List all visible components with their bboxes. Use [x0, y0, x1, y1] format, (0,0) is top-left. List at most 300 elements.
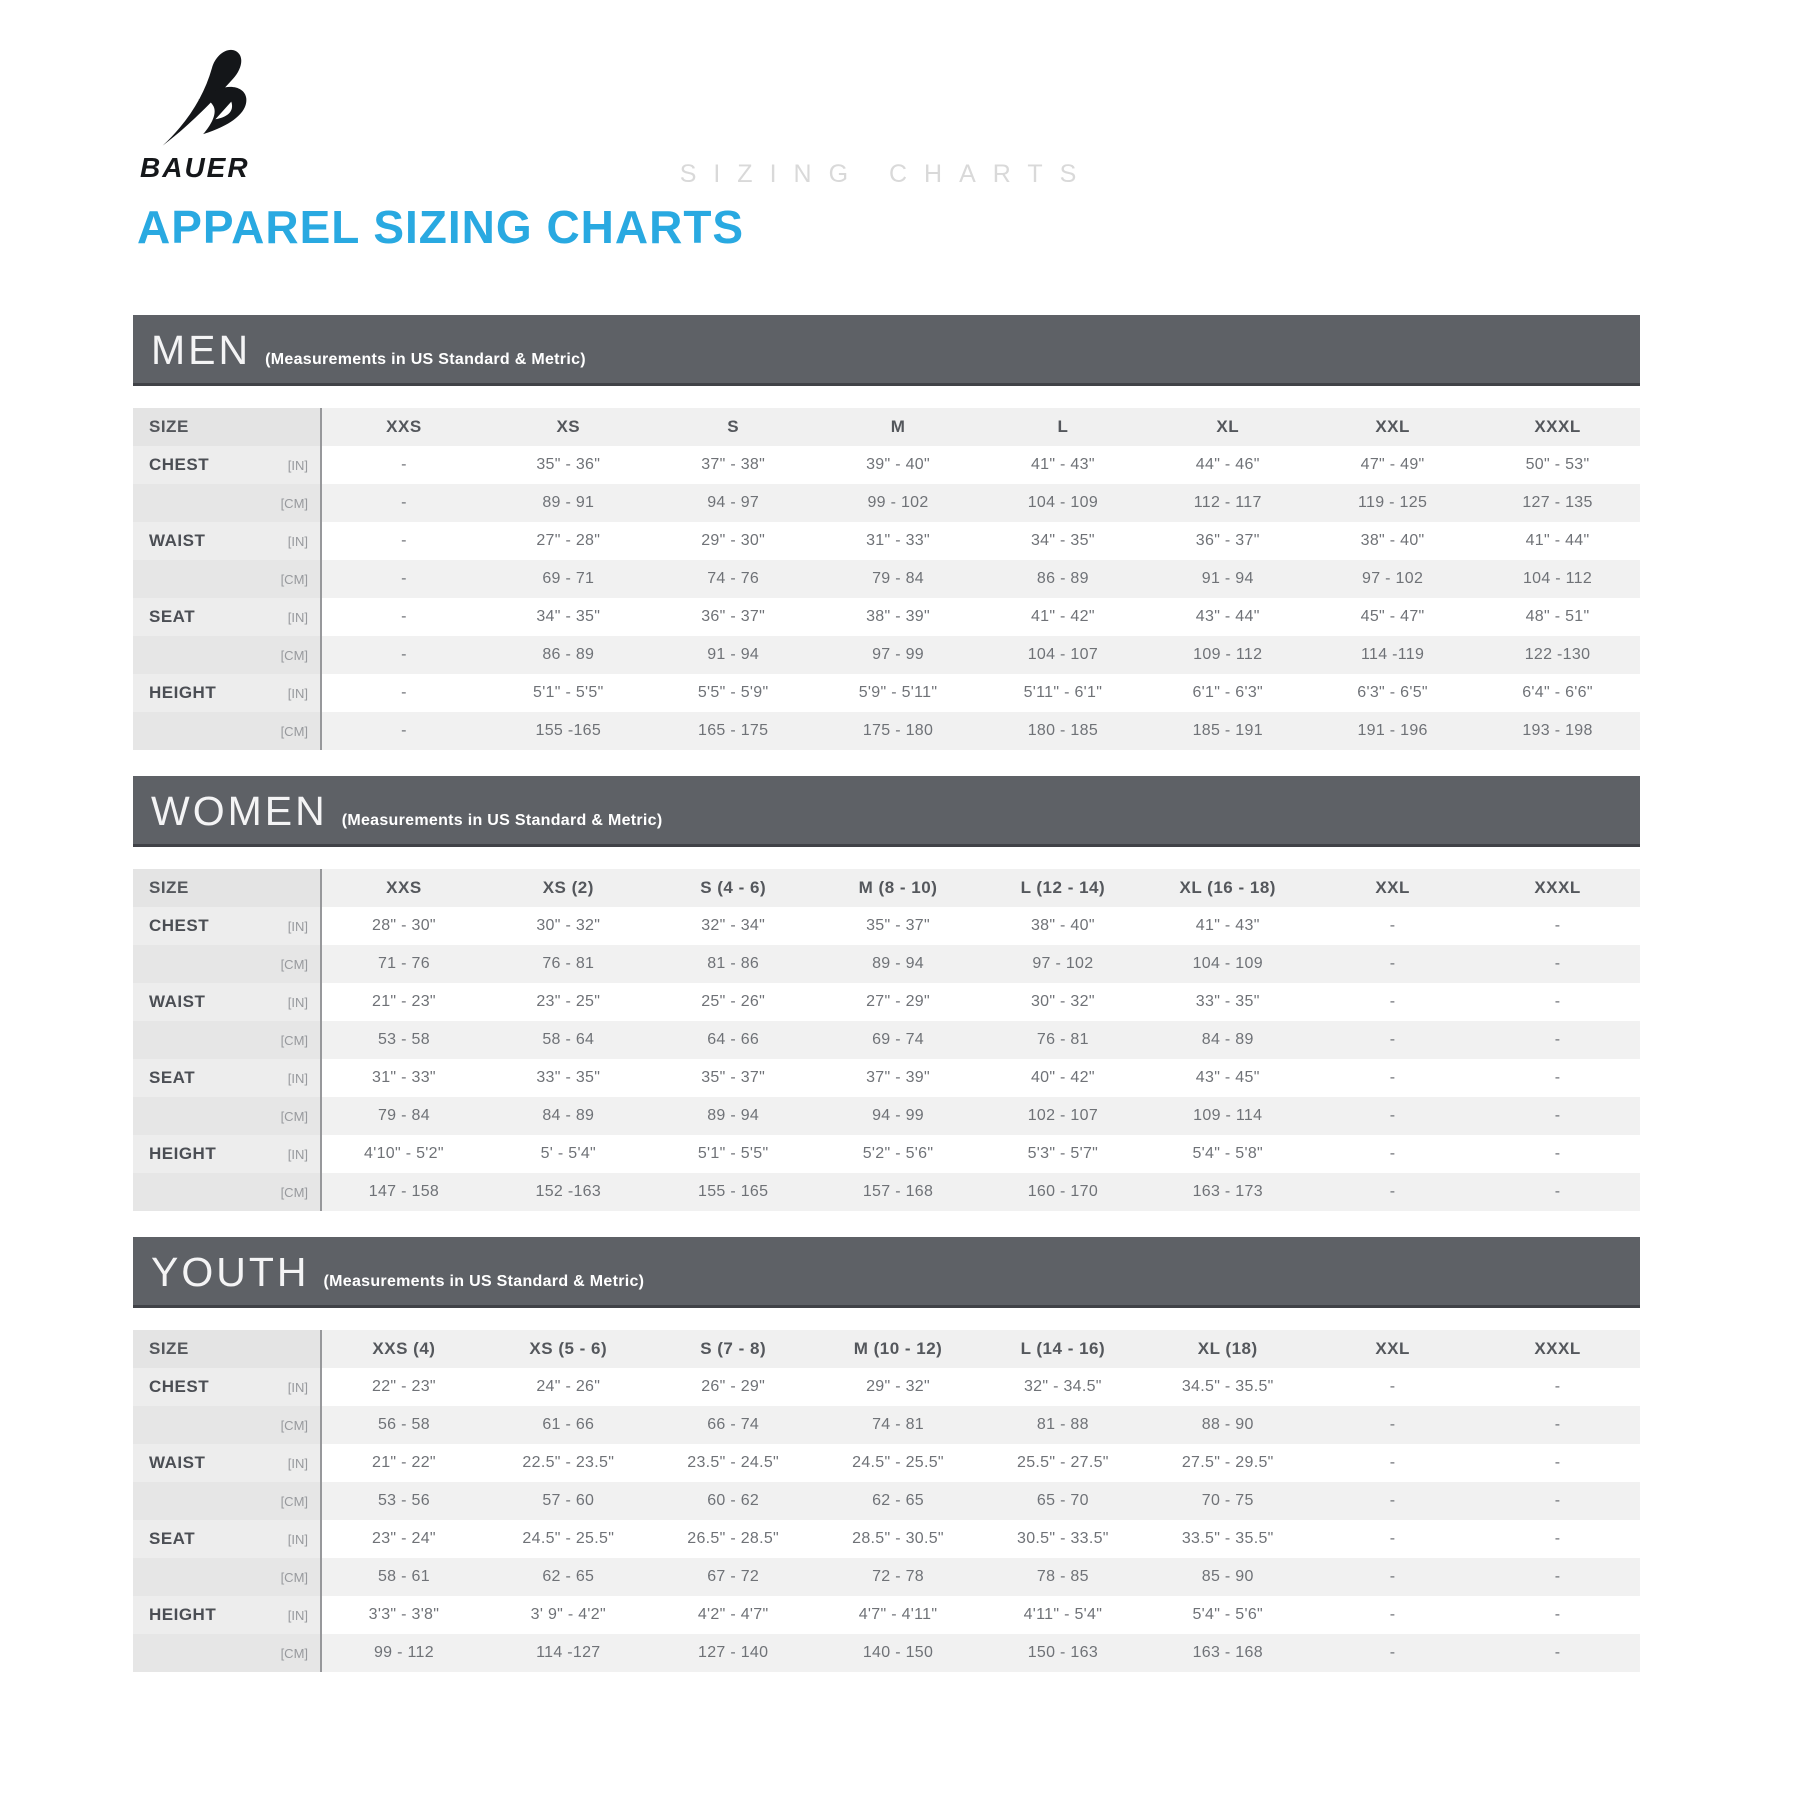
size-value-cell: 32" - 34.5"	[1023, 1378, 1102, 1395]
size-value-cell: 69 - 71	[542, 570, 595, 587]
size-value-cell: -	[1389, 1644, 1396, 1661]
measurement-label	[133, 1173, 255, 1211]
size-value-cell: -	[1389, 1454, 1396, 1471]
column-header: XXS	[321, 408, 486, 446]
table-row	[133, 712, 1640, 750]
size-value-cell: 24" - 26"	[536, 1378, 601, 1395]
measurement-label: CHEST	[133, 446, 255, 484]
measurement-label: SEAT	[133, 598, 255, 636]
size-value-cell: 62 - 65	[872, 1492, 924, 1509]
size-value-cell: 31" - 33"	[866, 532, 930, 549]
women-section-header	[133, 776, 1640, 847]
size-value-cell: 99 - 112	[373, 1644, 434, 1661]
unit-label: [CM]	[255, 1097, 321, 1135]
unit-label: [CM]	[255, 1634, 321, 1672]
size-value-cell: 81 - 88	[1036, 1416, 1089, 1433]
size-value-cell: -	[1554, 917, 1561, 934]
size-value-cell: -	[1554, 955, 1561, 972]
table-row	[133, 1059, 1640, 1097]
size-value-cell: 104 - 109	[1027, 494, 1099, 511]
size-value-cell: -	[1389, 1530, 1396, 1547]
measurement-label	[133, 484, 255, 522]
size-value-cell: 86 - 89	[1036, 570, 1089, 587]
size-value-cell: 119 - 125	[1358, 494, 1428, 511]
size-value-cell: -	[1389, 1492, 1396, 1509]
size-value-cell: 34" - 35"	[1030, 532, 1095, 549]
size-value-cell: 41" - 44"	[1525, 532, 1590, 549]
table-header-row	[133, 408, 1640, 446]
size-value-cell: 163 - 168	[1192, 1644, 1263, 1661]
column-header: M (8 - 10)	[816, 869, 981, 907]
size-value-cell: -	[1554, 1644, 1561, 1661]
column-header: M	[816, 408, 981, 446]
size-value-cell: 81 - 86	[707, 955, 760, 972]
size-value-cell: 35" - 36"	[536, 456, 601, 473]
table-row	[133, 1406, 1640, 1444]
watermark-text: SIZING CHARTS	[679, 160, 1094, 188]
table-row	[133, 598, 1640, 636]
size-value-cell: 57 - 60	[542, 1492, 595, 1509]
size-value-cell: 109 - 114	[1193, 1107, 1263, 1124]
size-value-cell: 127 - 135	[1522, 494, 1593, 511]
section-title: YOUTH	[151, 1249, 310, 1295]
size-value-cell: 3' 9" - 4'2"	[530, 1606, 606, 1623]
column-header: L	[980, 408, 1145, 446]
size-value-cell: -	[401, 722, 407, 739]
size-value-cell: 140 - 150	[862, 1644, 934, 1661]
column-header: XXL	[1310, 869, 1475, 907]
size-value-cell: 38" - 40"	[1360, 532, 1425, 549]
size-value-cell: 155 - 165	[698, 1183, 769, 1200]
unit-label: [CM]	[255, 1021, 321, 1059]
size-value-cell: 180 - 185	[1027, 722, 1099, 739]
measurement-label	[133, 945, 255, 983]
size-value-cell: 25.5" - 27.5"	[1017, 1454, 1109, 1471]
size-value-cell: 71 - 76	[377, 955, 430, 972]
size-value-cell: -	[1389, 1031, 1396, 1048]
men-section	[133, 315, 1640, 750]
unit-label: [IN]	[255, 522, 321, 560]
column-header: XS	[486, 408, 651, 446]
size-value-cell: 34" - 35"	[536, 608, 601, 625]
table-row	[133, 1558, 1640, 1596]
size-value-cell: -	[1389, 1069, 1396, 1086]
table-row	[133, 446, 1640, 484]
sizing-tables-area	[133, 315, 1640, 1698]
size-value-cell: -	[401, 494, 407, 511]
size-value-cell: -	[1389, 955, 1396, 972]
column-header: XL (18)	[1145, 1330, 1310, 1368]
size-value-cell: 24.5" - 25.5"	[522, 1530, 615, 1547]
column-header: S (7 - 8)	[651, 1330, 816, 1368]
size-value-cell: 89 - 94	[872, 955, 924, 972]
size-value-cell: 91 - 94	[707, 646, 760, 663]
size-value-cell: 44" - 46"	[1195, 456, 1260, 473]
women-section	[133, 776, 1640, 1211]
measurement-label: HEIGHT	[133, 1596, 255, 1634]
size-value-cell: 29" - 30"	[701, 532, 766, 549]
table-row	[133, 1596, 1640, 1634]
size-value-cell: 31" - 33"	[372, 1069, 436, 1086]
column-header: XL	[1145, 408, 1310, 446]
size-value-cell: 89 - 94	[707, 1107, 760, 1124]
table-row	[133, 1173, 1640, 1211]
size-value-cell: 53 - 56	[377, 1492, 430, 1509]
size-value-cell: 45" - 47"	[1360, 608, 1425, 625]
size-value-cell: 60 - 62	[707, 1492, 760, 1509]
size-value-cell: -	[1554, 1378, 1561, 1395]
measurement-label: CHEST	[133, 907, 255, 945]
size-value-cell: 127 - 140	[698, 1644, 769, 1661]
unit-label: [IN]	[255, 1596, 321, 1634]
size-value-cell: -	[1554, 1606, 1561, 1623]
size-value-cell: 85 - 90	[1201, 1568, 1254, 1585]
column-header: XXL	[1310, 1330, 1475, 1368]
column-header: XXXL	[1475, 408, 1640, 446]
unit-label: [IN]	[255, 446, 321, 484]
size-value-cell: 35" - 37"	[866, 917, 930, 934]
size-value-cell: -	[1389, 1107, 1396, 1124]
size-value-cell: -	[401, 570, 407, 587]
size-value-cell: 74 - 76	[707, 570, 760, 587]
size-value-cell: 36" - 37"	[1195, 532, 1260, 549]
size-value-cell: -	[1554, 1530, 1561, 1547]
size-value-cell: -	[1554, 1416, 1561, 1433]
table-row	[133, 1482, 1640, 1520]
section-title: MEN	[151, 327, 252, 373]
table-row	[133, 983, 1640, 1021]
size-value-cell: 27" - 28"	[536, 532, 601, 549]
size-value-cell: 3'3" - 3'8"	[368, 1606, 440, 1623]
size-value-cell: 6'4" - 6'6"	[1522, 684, 1593, 701]
size-value-cell: 5'5" - 5'9"	[697, 684, 769, 701]
size-value-cell: 34.5" - 35.5"	[1181, 1378, 1274, 1395]
size-value-cell: 27.5" - 29.5"	[1181, 1454, 1274, 1471]
size-value-cell: -	[1554, 1069, 1561, 1086]
size-value-cell: 70 - 75	[1201, 1492, 1254, 1509]
size-value-cell: 94 - 99	[872, 1107, 924, 1124]
size-value-cell: -	[1554, 1492, 1561, 1509]
size-value-cell: 27" - 29"	[866, 993, 930, 1010]
column-header: L (14 - 16)	[980, 1330, 1145, 1368]
size-value-cell: 24.5" - 25.5"	[852, 1454, 944, 1471]
size-value-cell: 30" - 32"	[536, 917, 601, 934]
size-value-cell: 5'4" - 5'6"	[1192, 1606, 1264, 1623]
unit-label: [CM]	[255, 945, 321, 983]
size-value-cell: 37" - 38"	[701, 456, 766, 473]
table-row	[133, 674, 1640, 712]
size-value-cell: 78 - 85	[1036, 1568, 1089, 1585]
size-value-cell: 35" - 37"	[701, 1069, 766, 1086]
size-value-cell: 89 - 91	[542, 494, 595, 511]
size-value-cell: 88 - 90	[1201, 1416, 1254, 1433]
size-value-cell: 104 - 112	[1522, 570, 1593, 587]
size-value-cell: 50" - 53"	[1525, 456, 1590, 473]
size-value-cell: 58 - 64	[542, 1031, 595, 1048]
section-subtitle: (Measurements in US Standard & Metric)	[341, 812, 663, 829]
size-value-cell: 4'10" - 5'2"	[364, 1145, 444, 1162]
size-value-cell: -	[1554, 1454, 1561, 1471]
size-value-cell: 114 -127	[536, 1644, 601, 1661]
table-header-row	[133, 1330, 1640, 1368]
size-value-cell: 66 - 74	[707, 1416, 760, 1433]
size-value-cell: 74 - 81	[872, 1416, 924, 1433]
size-value-cell: -	[1389, 1145, 1396, 1162]
size-value-cell: 84 - 89	[542, 1107, 595, 1124]
size-value-cell: 5'9" - 5'11"	[858, 684, 938, 701]
measurement-label	[133, 1021, 255, 1059]
unit-label: [IN]	[255, 1444, 321, 1482]
size-value-cell: 33.5" - 35.5"	[1181, 1530, 1274, 1547]
column-header: M (10 - 12)	[816, 1330, 981, 1368]
size-value-cell: 104 - 109	[1192, 955, 1263, 972]
measurement-label: HEIGHT	[133, 1135, 255, 1173]
size-value-cell: 26" - 29"	[701, 1378, 766, 1395]
measurement-label	[133, 712, 255, 750]
size-value-cell: 23" - 24"	[372, 1530, 436, 1547]
unit-label: [CM]	[255, 1406, 321, 1444]
size-column-header: SIZE	[133, 1330, 321, 1368]
size-value-cell: -	[401, 608, 407, 625]
size-value-cell: 30.5" - 33.5"	[1017, 1530, 1109, 1547]
unit-label: [CM]	[255, 484, 321, 522]
size-value-cell: 102 - 107	[1027, 1107, 1099, 1124]
table-row	[133, 484, 1640, 522]
size-value-cell: 38" - 40"	[1030, 917, 1095, 934]
column-header: XXXL	[1475, 869, 1640, 907]
size-value-cell: -	[401, 532, 407, 549]
size-value-cell: -	[1389, 1568, 1396, 1585]
measurement-label	[133, 1406, 255, 1444]
measurement-label: WAIST	[133, 522, 255, 560]
size-value-cell: 4'2" - 4'7"	[697, 1606, 769, 1623]
table-row	[133, 560, 1640, 598]
column-header: XXL	[1310, 408, 1475, 446]
size-value-cell: 4'11" - 5'4"	[1023, 1606, 1103, 1623]
size-value-cell: -	[1389, 1183, 1396, 1200]
unit-label: [CM]	[255, 636, 321, 674]
table-row	[133, 522, 1640, 560]
size-value-cell: 22.5" - 23.5"	[522, 1454, 615, 1471]
size-value-cell: 5'11" - 6'1"	[1023, 684, 1103, 701]
unit-label: [IN]	[255, 598, 321, 636]
men-sizing-table	[133, 408, 1640, 750]
size-value-cell: 6'1" - 6'3"	[1192, 684, 1264, 701]
measurement-label: CHEST	[133, 1368, 255, 1406]
size-value-cell: 79 - 84	[872, 570, 924, 587]
size-value-cell: 4'7" - 4'11"	[858, 1606, 938, 1623]
size-value-cell: 43" - 45"	[1195, 1069, 1260, 1086]
measurement-label	[133, 636, 255, 674]
size-value-cell: 5' - 5'4"	[540, 1145, 596, 1162]
unit-label: [IN]	[255, 1059, 321, 1097]
unit-label: [IN]	[255, 907, 321, 945]
table-row	[133, 1634, 1640, 1672]
size-value-cell: 47" - 49"	[1360, 456, 1425, 473]
size-value-cell: 76 - 81	[542, 955, 595, 972]
unit-label: [IN]	[255, 1368, 321, 1406]
unit-label: [IN]	[255, 674, 321, 712]
size-value-cell: 165 - 175	[698, 722, 769, 739]
column-header: S (4 - 6)	[651, 869, 816, 907]
size-value-cell: -	[1389, 917, 1396, 934]
column-header: XXS (4)	[321, 1330, 486, 1368]
size-value-cell: -	[1554, 1568, 1561, 1585]
size-value-cell: 61 - 66	[542, 1416, 595, 1433]
unit-label: [CM]	[255, 1558, 321, 1596]
unit-label: [CM]	[255, 712, 321, 750]
size-column-header: SIZE	[133, 408, 321, 446]
column-header: S	[651, 408, 816, 446]
measurement-label: WAIST	[133, 1444, 255, 1482]
column-header: XS (5 - 6)	[486, 1330, 651, 1368]
size-value-cell: 155 -165	[535, 722, 602, 739]
youth-section	[133, 1237, 1640, 1672]
size-value-cell: 150 - 163	[1027, 1644, 1099, 1661]
size-value-cell: 40" - 42"	[1030, 1069, 1095, 1086]
column-header: XXXL	[1475, 1330, 1640, 1368]
measurement-label	[133, 1558, 255, 1596]
table-row	[133, 1135, 1640, 1173]
size-value-cell: 72 - 78	[872, 1568, 924, 1585]
measurement-label: SEAT	[133, 1059, 255, 1097]
size-value-cell: 86 - 89	[542, 646, 595, 663]
size-value-cell: 48" - 51"	[1525, 608, 1590, 625]
table-header-row	[133, 869, 1640, 907]
size-value-cell: 152 -163	[535, 1183, 602, 1200]
size-value-cell: 163 - 173	[1192, 1183, 1263, 1200]
measurement-label	[133, 1482, 255, 1520]
table-row	[133, 1021, 1640, 1059]
size-value-cell: 36" - 37"	[701, 608, 766, 625]
size-value-cell: 160 - 170	[1027, 1183, 1099, 1200]
table-row	[133, 907, 1640, 945]
measurement-label	[133, 560, 255, 598]
size-value-cell: 76 - 81	[1036, 1031, 1089, 1048]
size-value-cell: 147 - 158	[368, 1183, 440, 1200]
size-value-cell: 97 - 102	[1362, 570, 1424, 587]
measurement-label	[133, 1097, 255, 1135]
unit-label: [IN]	[255, 1135, 321, 1173]
size-value-cell: 64 - 66	[707, 1031, 760, 1048]
size-value-cell: 97 - 99	[872, 646, 924, 663]
size-value-cell: 22" - 23"	[372, 1378, 436, 1395]
size-value-cell: 25" - 26"	[701, 993, 766, 1010]
size-value-cell: 32" - 34"	[701, 917, 766, 934]
size-value-cell: 112 - 117	[1193, 494, 1262, 511]
size-value-cell: -	[1389, 1378, 1396, 1395]
size-value-cell: 58 - 61	[377, 1568, 430, 1585]
size-value-cell: 5'1" - 5'5"	[533, 684, 604, 701]
youth-sizing-table	[133, 1330, 1640, 1672]
size-value-cell: 175 - 180	[862, 722, 934, 739]
size-value-cell: -	[1554, 1107, 1561, 1124]
table-row	[133, 945, 1640, 983]
size-value-cell: 33" - 35"	[536, 1069, 601, 1086]
size-value-cell: 37" - 39"	[866, 1069, 930, 1086]
size-value-cell: 157 - 168	[862, 1183, 934, 1200]
unit-label: [CM]	[255, 1173, 321, 1211]
size-value-cell: 28" - 30"	[372, 917, 436, 934]
men-section-header	[133, 315, 1640, 386]
size-value-cell: 94 - 97	[707, 494, 760, 511]
size-value-cell: 41" - 43"	[1195, 917, 1260, 934]
size-value-cell: 23.5" - 24.5"	[687, 1454, 780, 1471]
column-header: XS (2)	[486, 869, 651, 907]
measurement-label: WAIST	[133, 983, 255, 1021]
bauer-logo-icon	[154, 40, 254, 150]
measurement-label: HEIGHT	[133, 674, 255, 712]
section-title: WOMEN	[151, 788, 328, 834]
size-value-cell: 23" - 25"	[536, 993, 601, 1010]
section-subtitle: (Measurements in US Standard & Metric)	[265, 351, 586, 368]
size-value-cell: 41" - 42"	[1030, 608, 1095, 625]
size-value-cell: 109 - 112	[1193, 646, 1263, 663]
bauer-wordmark: BAUER	[140, 152, 250, 183]
size-value-cell: 91 - 94	[1201, 570, 1254, 587]
size-value-cell: -	[401, 684, 407, 701]
size-value-cell: -	[401, 646, 407, 663]
size-value-cell: 69 - 74	[872, 1031, 924, 1048]
unit-label: [IN]	[255, 983, 321, 1021]
column-header: XL (16 - 18)	[1145, 869, 1310, 907]
size-value-cell: 114 -119	[1361, 646, 1425, 663]
size-value-cell: 79 - 84	[377, 1107, 430, 1124]
size-value-cell: 56 - 58	[377, 1416, 430, 1433]
size-value-cell: -	[1389, 1606, 1396, 1623]
measurement-label: SEAT	[133, 1520, 255, 1558]
size-value-cell: 21" - 22"	[372, 1454, 436, 1471]
size-value-cell: 38" - 39"	[866, 608, 930, 625]
size-value-cell: 62 - 65	[542, 1568, 595, 1585]
size-value-cell: 41" - 43"	[1030, 456, 1095, 473]
size-value-cell: -	[1554, 1031, 1561, 1048]
size-value-cell: 30" - 32"	[1030, 993, 1095, 1010]
column-header: L (12 - 14)	[980, 869, 1145, 907]
unit-label: [IN]	[255, 1520, 321, 1558]
size-value-cell: 5'3" - 5'7"	[1027, 1145, 1099, 1162]
size-value-cell: -	[1389, 993, 1396, 1010]
page-title: APPAREL SIZING CHARTS	[137, 201, 745, 253]
size-value-cell: 28.5" - 30.5"	[852, 1530, 944, 1547]
size-value-cell: -	[1554, 993, 1561, 1010]
size-value-cell: 39" - 40"	[866, 456, 930, 473]
size-value-cell: 33" - 35"	[1195, 993, 1260, 1010]
size-value-cell: 97 - 102	[1032, 955, 1094, 972]
section-subtitle: (Measurements in US Standard & Metric)	[323, 1273, 645, 1290]
size-value-cell: -	[1554, 1145, 1561, 1162]
size-value-cell: 185 - 191	[1192, 722, 1263, 739]
size-value-cell: 191 - 196	[1357, 722, 1428, 739]
size-value-cell: 99 - 102	[867, 494, 929, 511]
unit-label: [CM]	[255, 560, 321, 598]
size-value-cell: -	[401, 456, 407, 473]
youth-section-header	[133, 1237, 1640, 1308]
size-value-cell: 26.5" - 28.5"	[687, 1530, 780, 1547]
size-value-cell: 65 - 70	[1036, 1492, 1089, 1509]
table-row	[133, 1368, 1640, 1406]
size-value-cell: 5'2" - 5'6"	[862, 1145, 934, 1162]
size-value-cell: 6'3" - 6'5"	[1357, 684, 1428, 701]
size-value-cell: 122 -130	[1524, 646, 1591, 663]
size-value-cell: 193 - 198	[1522, 722, 1593, 739]
table-row	[133, 1444, 1640, 1482]
size-value-cell: 53 - 58	[377, 1031, 430, 1048]
size-value-cell: -	[1389, 1416, 1396, 1433]
size-value-cell: -	[1554, 1183, 1561, 1200]
size-value-cell: 5'4" - 5'8"	[1192, 1145, 1264, 1162]
unit-label: [CM]	[255, 1482, 321, 1520]
